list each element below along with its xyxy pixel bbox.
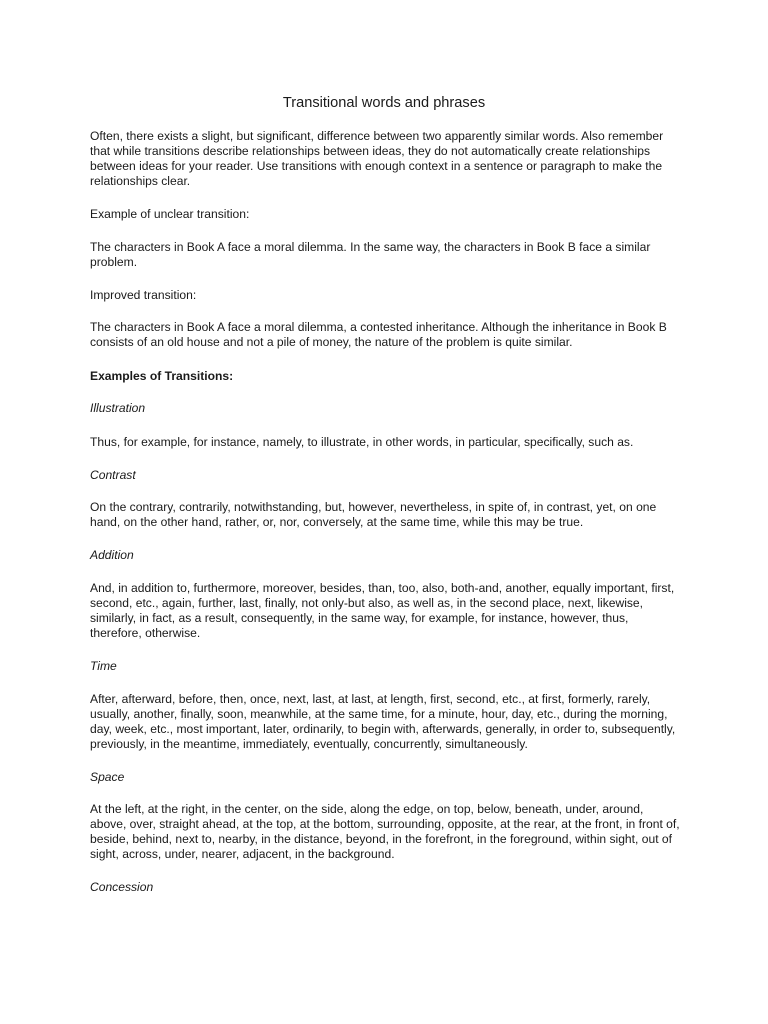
section-text-time: After, afterward, before, then, once, next, last, at last, at length, first, second, etc., at first, formerly, rarely, usually, another, finally, soon, meanwhile, at the same time, for a minute, hour, day, etc., during the morning, day, week, etc., most important, later, ordinarily, to begin with, afterwards, generally, in order to, subsequently, previously, in the meantime, immediately, eventually, concurrently, simultaneously.	[90, 692, 676, 751]
section-text-space: At the left, at the right, in the center, on the side, along the edge, on top, below, beneath, under, around, above, over, straight ahead, at the top, at the bottom, surrounding, opposite, at the rear, at the front, in front of, beside, behind, next to, nearby, in the distance, beyond, in the forefront, in the foreground, within sight, out of sight, across, under, nearer, adjacent, in the background.	[90, 802, 680, 861]
section-text-contrast: On the contrary, contrarily, notwithstanding, but, however, nevertheless, in spite of, in contrast, yet, on one hand, on the other hand, rather, or, nor, conversely, at the same time, while this may be true.	[90, 500, 657, 529]
document-title: Transitional words and phrases	[282, 95, 486, 111]
intro-paragraph: Often, there exists a slight, but significant, difference between two apparently similar words. Also remember that while transitions describe relationships between ideas, they do not automatically create relationships between ideas for your reader. Use transitions with enough context in a sentence or paragraph to make the relationships clear.	[90, 129, 664, 188]
section-text-illustration: Thus, for example, for instance, namely, to illustrate, in other words, in particular, specifically, such as.	[90, 435, 634, 449]
section-text-addition: And, in addition to, furthermore, moreover, besides, than, too, also, both-and, another, equally important, first, second, etc., again, further, last, finally, not only-but also, as well as, in the second place, next, likewise, similarly, in fact, as a result, consequently, in the same way, for example, for instance, however, thus, therefore, otherwise.	[90, 581, 675, 640]
examples-heading: Examples of Transitions:	[90, 369, 234, 383]
section-heading-addition: Addition	[90, 548, 134, 562]
section-heading-time: Time	[90, 659, 117, 673]
unclear-transition-label: Example of unclear transition:	[90, 207, 250, 221]
improved-transition-label: Improved transition:	[90, 288, 197, 302]
improved-transition-example: The characters in Book A face a moral dilemma, a contested inheritance. Although the inheritance in Book B consists of an old house and not a pile of money, the nature of the problem is quite similar.	[90, 320, 667, 349]
section-heading-illustration: Illustration	[90, 401, 146, 415]
unclear-transition-example: The characters in Book A face a moral dilemma. In the same way, the characters in Book B face a similar problem.	[90, 240, 651, 269]
section-heading-space: Space	[90, 770, 125, 784]
section-heading-contrast: Contrast	[90, 468, 136, 482]
section-heading-concession: Concession	[90, 880, 154, 894]
